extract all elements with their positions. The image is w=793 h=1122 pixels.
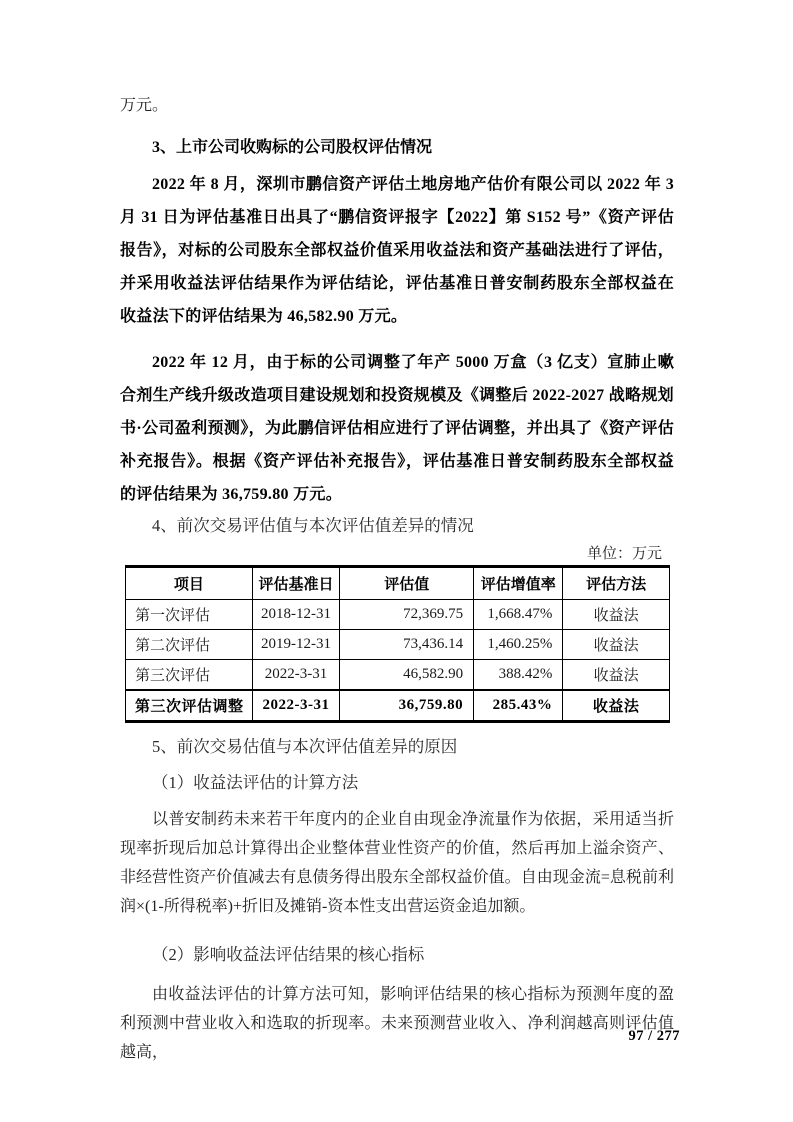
cell-method: 收益法 (563, 600, 670, 630)
section3-paragraph-1: 2022 年 8 月，深圳市鹏信资产评估土地房地产估价有限公司以 2022 年 3 月 31 日为评估基准日出具了“鹏信资评报字【2022】第 S152 号”《资产评估报告》，对标的公司股东全部权益价值采用收益法和资产基础法进行了评估，并采用收益法评估结果作为评估结论，评估基准日普安制药股东全部权益在收益法下的评估结果为 46,582.90 万元。 (120, 176, 674, 325)
column-header-base-date: 评估基准日 (252, 567, 340, 600)
cell-value: 46,582.90 (340, 660, 474, 691)
cell-item: 第一次评估 (126, 600, 253, 630)
cell-base-date: 2022-3-31 (252, 660, 340, 691)
cell-rate: 285.43% (474, 690, 563, 722)
cell-item: 第三次评估调整 (126, 690, 253, 722)
cell-method: 收益法 (563, 690, 670, 722)
cell-base-date: 2022-3-31 (252, 690, 340, 722)
valuation-comparison-table (125, 565, 670, 723)
cell-method: 收益法 (563, 630, 670, 660)
cell-base-date: 2019-12-31 (252, 630, 340, 660)
column-header-rate: 评估增值率 (474, 567, 563, 600)
table-header-row (126, 567, 670, 600)
cell-rate: 1,668.47% (474, 600, 563, 630)
section5-sub2-heading: （2）影响收益法评估结果的核心指标 (152, 945, 425, 964)
section5-sub1-heading: （1）收益法评估的计算方法 (152, 773, 359, 792)
paragraph-continuation: 万元。 (120, 97, 169, 114)
column-header-item: 项目 (126, 567, 253, 600)
table-row-third-valuation-adjusted (126, 690, 670, 722)
cell-value: 36,759.80 (340, 690, 474, 722)
column-header-method: 评估方法 (563, 567, 670, 600)
cell-value: 73,436.14 (340, 630, 474, 660)
column-header-value: 评估值 (340, 567, 474, 600)
table-row-first-valuation (126, 600, 670, 630)
section3-paragraph-2: 2022 年 12 月，由于标的公司调整了年产 5000 万盒（3 亿支）宣肺止嗽合剂生产线升级改造项目建设规划和投资规模及《调整后 2022-2027 战略规划书·公司盈利预测》，为此鹏信评估相应进行了评估调整，并出具了《资产评估补充报告》。根据《资产评估补充报告》，评估基准日普安制药股东全部权益的评估结果为 36,759.80 万元。 (120, 354, 674, 503)
cell-value: 72,369.75 (340, 600, 474, 630)
cell-item: 第二次评估 (126, 630, 253, 660)
table-unit-label: 单位：万元 (586, 546, 662, 562)
page-number: 97 / 277 (628, 1028, 680, 1044)
section3-heading: 3、上市公司收购标的公司股权评估情况 (152, 139, 433, 156)
cell-base-date: 2018-12-31 (252, 600, 340, 630)
section5-heading: 5、前次交易估值与本次评估值差异的原因 (152, 737, 458, 756)
table-row-second-valuation (126, 630, 670, 660)
cell-rate: 388.42% (474, 660, 563, 691)
section5-sub2-paragraph: 由收益法评估的计算方法可知，影响评估结果的核心指标为预测年度的盈利预测中营业收入和选取的折现率。未来预测营业收入、净利润越高则评估值越高， (120, 986, 674, 1061)
table-row-third-valuation (126, 660, 670, 691)
page-content (120, 0, 674, 1067)
cell-item: 第三次评估 (126, 660, 253, 691)
section4-heading: 4、前次交易评估值与本次评估值差异的情况 (152, 516, 474, 535)
section5-sub1-paragraph: 以普安制药未来若干年度内的企业自由现金净流量作为依据，采用适当折现率折现后加总计算得出企业整体营业性资产的价值，然后再加上溢余资产、非经营性资产价值减去有息债务得出股东全部权益价值。自由现金流=息税前利润×(1-所得税率)+折旧及摊销-资本性支出营运资金追加额。 (120, 811, 674, 915)
cell-method: 收益法 (563, 660, 670, 691)
cell-rate: 1,460.25% (474, 630, 563, 660)
